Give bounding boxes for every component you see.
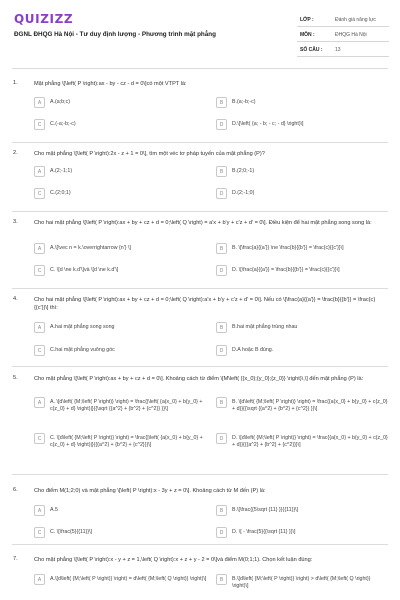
option-c[interactable] [34,433,210,449]
option-a[interactable] [34,505,184,516]
option-text: D. \[ - \frac{5}{{\sqrt {11} }}\] [232,529,296,535]
option-text: A.\[\vec n = k.\overrightarrow {n'} \] [50,245,131,251]
option-letter-box: D [216,345,227,356]
option-letter-box: A [34,397,45,408]
option-text: B.(2;0;-1) [232,168,255,174]
option-text: C. \[d \ne k.d'\]và \[d \ne k.d'\] [50,267,119,273]
option-b[interactable] [216,574,388,590]
meta-key: SỐ CÂU : [300,47,323,53]
meta-value: ĐHQG Hà Nội [335,32,367,38]
question-text: Cho mặt phẳng \[\left( P \right):ax + by + cz + d = 0\]. Khoảng cách từ điểm \[M\left( {{x_0};{y_0};{z_0}} \right)\,\] đến mặt phẳng (P) là: [34,376,364,382]
option-a[interactable] [34,166,184,177]
option-letter-box: B [216,397,227,408]
option-letter-box: D [216,119,227,130]
question-text: Mặt phẳng \[\left( P \right):ax - by - cz - d = 0\]có một VTPT là: [34,81,187,87]
option-c[interactable] [34,188,184,199]
question-number: 1. [13,80,18,86]
divider [12,211,388,212]
option-b[interactable] [216,322,384,333]
option-text: C. \[\frac{5}{{11}}\] [50,529,93,535]
option-letter-box: C [34,433,45,444]
option-letter-box: A [34,574,45,585]
option-letter-box: B [216,243,227,254]
option-text: D.(2;-1;0) [232,190,255,196]
option-text: B.\[\frac{{5\sqrt {11} }}{{11}}\] [232,507,299,513]
question-text: Cho hai mặt phẳng \[\left( P \right):ax + by + cz + d = 0;\left( Q \right) = a'x + b'y + c'z + d' = 0\]. Điều kiện để hai mặt phẳng song song là: [34,220,372,226]
option-b[interactable] [216,166,384,177]
option-d[interactable] [216,527,384,538]
meta-key: LỚP : [300,17,314,23]
option-c[interactable] [34,265,209,276]
option-letter-box: C [34,188,45,199]
option-a[interactable] [34,397,210,413]
divider [12,68,388,69]
option-letter-box: A [34,243,45,254]
question-number: 4. [13,296,18,302]
option-d[interactable] [216,433,388,449]
option-d[interactable] [216,345,384,356]
meta-key: MÔN : [300,32,315,38]
question-number: 6. [13,487,18,493]
option-a[interactable] [34,322,184,333]
question-text: Cho mặt phẳng \[\left( P \right):2x - z + 1 = 0\], tìm một véc tơ pháp tuyến của mặt phẳng (P)? [34,151,265,157]
option-letter-box: B [216,166,227,177]
option-text: A.5 [50,507,58,513]
option-d[interactable] [216,265,391,276]
option-d[interactable] [216,119,384,130]
meta-table [297,12,389,57]
question-number: 7. [13,556,18,562]
document-title: ĐGNL ĐHQG Hà Nội - Tư duy định lượng - Phương trình mặt phẳng [14,31,216,38]
option-letter-box: C [34,265,45,276]
option-text: C.(-a;-b;-c) [50,121,76,127]
option-b[interactable] [216,97,384,108]
option-letter-box: D [216,433,227,444]
option-text: C.(2;0;1) [50,190,71,196]
meta-row-class [297,12,389,27]
option-letter-box: B [216,322,227,333]
divider [12,288,388,289]
option-text: C. \[d\left( {M;\left( P \right)} \right) = \frac{|\left( {a{x_0} + b{y_0} + c{z_0} + d} \right)|}{{{a^2} + {b^2} + {c^2}}}\] [50,435,203,448]
option-letter-box: C [34,119,45,130]
option-text: C.hai mặt phẳng vuông góc [50,347,115,353]
option-d[interactable] [216,188,384,199]
option-c[interactable] [34,119,184,130]
option-text: D.A hoặc B đúng. [232,347,274,353]
option-letter-box: B [216,97,227,108]
meta-row-subject [297,27,389,42]
divider [12,366,388,367]
option-letter-box: A [34,322,45,333]
option-letter-box: B [216,574,227,585]
question-number: 5. [13,375,18,381]
option-text: B.(a;-b;-c) [232,99,256,105]
option-text: B.hai mặt phẳng trùng nhau [232,324,298,330]
option-text: A.(2;-1;1) [50,168,73,174]
option-c[interactable] [34,345,184,356]
option-b[interactable] [216,397,388,413]
divider [12,544,388,545]
question-text: Cho điểm M(1;2;0) và mặt phẳng \[\left( P \right):x - 3y + z = 0\]. Khoảng cách từ M đến (P) là: [34,488,266,494]
option-text: A. \[d\left( {M;\left( P \right)} \right) = \frac{|\left( {a{x_0} + b{y_0} + c{z_0} + d} \right)|}{{\sqrt {{a^2} + {b^2} + {c^2}} }}\] [50,399,203,412]
meta-row-count [297,42,389,57]
option-letter-box: B [216,505,227,516]
option-text: A.(a;b;c) [50,99,71,105]
option-a[interactable] [34,243,209,254]
meta-value: Đánh giá năng lực [335,17,376,23]
option-text: B. \[d\left( {M;\left( P \right)} \right) = \frac{{a{x_0} + b{y_0} + c{z_0} + d}}{{\sqrt {{a^2} + {b^2} + {c^2}} }}\] [232,399,388,412]
question-text: Cho hai mặt phẳng \[\left( P \right):ax + by + cz + d = 0;\left( Q \right):a'x + b'y + c'z + d' = 0\]. Nếu có \[\frac{a}{{a'}} = \frac{b}{{b'}} = \frac{c}{{c'}}\] thì: [34,297,376,311]
option-text: A.hai mặt phẳng song song [50,324,115,330]
divider [12,474,388,475]
option-letter-box: D [216,188,227,199]
option-letter-box: C [34,345,45,356]
divider [12,142,388,143]
question-text: Cho mặt phẳng \[\left( P \right):x - y + z = 1,\left( Q \right):x + z + y - 2 = 0\]và điểm M(0;1;1). Chọn kết luận đúng: [34,557,313,563]
option-letter-box: A [34,505,45,516]
option-letter-box: A [34,166,45,177]
option-letter-box: D [216,527,227,538]
option-text: B.\[d\left( {M;\left( P \right)} \right) > d\left( {M;\left( Q \right)} \right)\] [232,576,371,589]
quizizz-logo: QUIZIZZ [14,12,74,26]
option-letter-box: A [34,97,45,108]
option-a[interactable] [34,574,210,585]
option-b[interactable] [216,243,391,254]
option-text: D. \[d\left( {M;\left( P \right)} \right) = \frac{{a{x_0} + b{y_0} + c{z_0} + d}}{{{a^2} + {b^2} + {c^2}}}\] [232,435,388,448]
document-header [0,0,400,66]
option-a[interactable] [34,97,184,108]
option-text: D. \[\frac{a}{{a'}} = \frac{b}{{b'}} = \frac{c}{{c'}}\] [232,267,340,273]
option-b[interactable] [216,505,384,516]
question-number: 3. [13,219,18,225]
option-text: B. \[\frac{a}{{a'}} \ne \frac{b}{{b'}} = \frac{c}{{c'}}\] [232,245,344,251]
question-number: 2. [13,150,18,156]
meta-value: 13 [335,47,341,53]
option-text: D.\[\left( {a; - b; - c; - d} \right)\] [232,121,304,127]
option-c[interactable] [34,527,184,538]
option-letter-box: C [34,527,45,538]
option-text: A.\[d\left( {M;\left( P \right)} \right) = d\left( {M;\left( Q \right)} \right)\] [50,576,207,582]
option-letter-box: D [216,265,227,276]
